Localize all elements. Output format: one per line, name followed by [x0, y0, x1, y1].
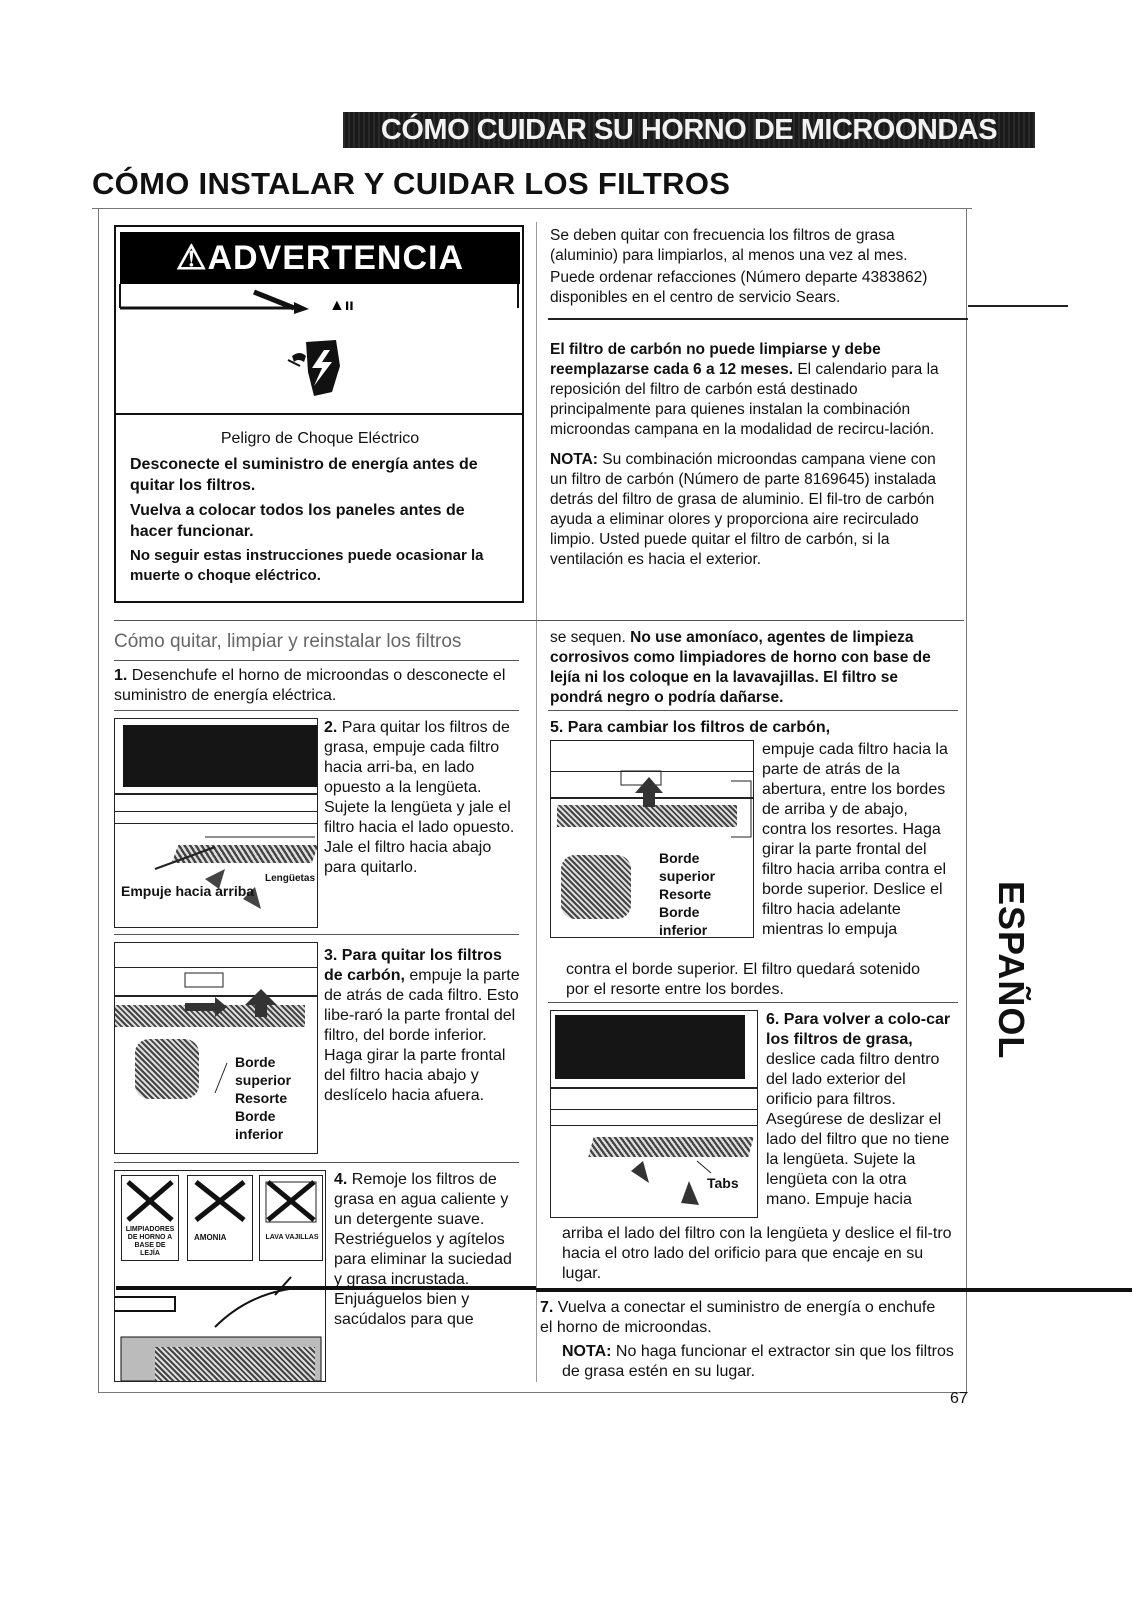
- fig3-resorte: Resorte: [235, 1090, 288, 1106]
- frame-right-line: [966, 208, 967, 1393]
- step-1-number: 1.: [114, 667, 128, 684]
- step-1-rule: [114, 710, 519, 711]
- step-5-text: empuje cada filtro hacia la parte de atrás de la abertura, entre los bordes de arriba y de abajo, contra los resortes. Haga girar la parte frontal del filtro hacia arriba contra el borde superior. Deslice el filtro hacia adelante mientras lo empuja: [762, 741, 948, 938]
- warning-line-3: No seguir estas instrucciones puede ocasionar la muerte o choque eléctrico.: [130, 547, 484, 584]
- step-6-number: 6.: [766, 1011, 780, 1028]
- parts-order-note: Puede ordenar refacciones (Número departe 4383862) disponibles en el centro de servicio Sears.: [550, 269, 928, 306]
- fig3-labels: [235, 1053, 315, 1143]
- step-4: [334, 1170, 524, 1330]
- step-5-continuation: contra el borde superior. El filtro quedará sotenido por el resorte entre los bordes.: [566, 961, 920, 998]
- warning-heading: ⚠ADVERTENCIA: [120, 232, 520, 284]
- bottom-heavy-rule-right: [536, 1288, 1132, 1292]
- fig1-push-label: Empuje hacia arriba: [121, 883, 255, 899]
- warning-separator: [114, 413, 524, 415]
- step-6-continuation: arriba el lado del filtro con la lengüeta y deslice el fil-tro hacia el otro lado del orificio para que encaje en su lugar.: [562, 1225, 952, 1282]
- nota-2-text: No haga funcionar el extractor sin que los filtros de grasa estén en su lugar.: [562, 1343, 954, 1380]
- figure-cleaning-warnings: [114, 1170, 326, 1382]
- step-6: [766, 1010, 952, 1210]
- step-2-text: Para quitar los filtros de grasa, empuje cada filtro hacia arri-ba, en lado opuesto a la lengüeta. Sujete la lengüeta y jale el filtro hacia el lado opuesto. Jale el filtro hacia abajo para quitarlo.: [324, 719, 515, 876]
- fig4-label-ammonia: AMONIA: [194, 1233, 227, 1242]
- step-5-bold: Para cambiar los filtros de carbón,: [567, 719, 831, 736]
- step-7-number: 7.: [540, 1299, 554, 1316]
- step-3-rule: [114, 1162, 519, 1163]
- step-3-number: 3.: [324, 947, 338, 964]
- step-5-number: 5.: [550, 719, 564, 736]
- step-4-warning-bold: No use amoníaco, agentes de limpieza corrosivos como limpiadores de horno con base de lejía ni los coloque en la lavavajillas. El filtro se pondrá negro o podría dañarse.: [550, 629, 931, 706]
- section-title: Cómo quitar, limpiar y reinstalar los filtros: [114, 631, 462, 652]
- step-3: [324, 946, 524, 1106]
- svg-text:▲ıı: ▲ıı: [329, 297, 354, 314]
- step-3-bold: Para quitar los filtros de carbón,: [324, 947, 502, 984]
- carbon-filter-text: El calendario para la reposición del filtro de carbón está destinado principalmente para quienes instalan la combinación microondas campana en la modalidad de recircu-lación.: [550, 361, 939, 438]
- step-2: [324, 718, 524, 878]
- intro-underline-ext: [968, 305, 1068, 307]
- warning-text: [130, 428, 510, 586]
- figure-grease-filter-replace: [550, 1010, 758, 1218]
- fig5-resorte: Resorte: [659, 886, 712, 902]
- step-4-cont-text: se sequen.: [550, 629, 626, 646]
- step-6-bold: Para volver a colo-car los filtros de grasa,: [766, 1011, 951, 1048]
- grease-filter-frequency: Se deben quitar con frecuencia los filtros de grasa (aluminio) para limpiarlos, al menos una vez al mes.: [550, 227, 908, 264]
- figure-carbon-filter-removal: [114, 942, 318, 1154]
- fig5-borde-superior: Borde superior: [659, 850, 716, 884]
- step-5-rule: [548, 1002, 958, 1003]
- warning-line-2: Vuelva a colocar todos los paneles antes de hacer funcionar.: [130, 502, 465, 540]
- language-side-tab-text: ESPAÑOL: [991, 881, 1032, 1060]
- step-4-continuation: [550, 628, 950, 708]
- section-title-rule: [114, 660, 519, 661]
- fig1-tabs-label: Lengüetas: [265, 873, 316, 884]
- nota-2: [562, 1342, 954, 1382]
- figure-carbon-filter-install: [550, 740, 754, 938]
- step-2-rule: [114, 934, 519, 935]
- figure-grease-filter-removal: [114, 718, 318, 928]
- oven-cleaner-icon: [121, 1175, 179, 1261]
- page-number: 67: [950, 1390, 968, 1407]
- step-1: [114, 666, 519, 706]
- fig3-borde-inferior: Borde inferior: [235, 1108, 284, 1142]
- step-2-number: 2.: [324, 719, 338, 736]
- nota-label: NOTA:: [550, 451, 598, 468]
- dishwasher-icon: [259, 1175, 323, 1261]
- hazard-title: Peligro de Choque Eléctrico: [220, 430, 420, 447]
- step-4-text: Remoje los filtros de grasa en agua caliente y un detergente suave. Restriéguelos y agítelos para eliminar la suciedad y grasa incrustada. Enjuáguelos bien y sacúdalos para que: [334, 1171, 512, 1328]
- page-title: CÓMO INSTALAR Y CUIDAR LOS FILTROS: [92, 166, 731, 201]
- fig3-borde-superior: Borde superior: [235, 1054, 292, 1088]
- step-5-heading: [550, 718, 950, 738]
- carbon-filter-paragraph: [550, 340, 950, 570]
- warning-line-1: Desconecte el suministro de energía antes de quitar los filtros.: [130, 456, 478, 494]
- section-rule: [114, 620, 964, 621]
- nota-2-label: NOTA:: [562, 1343, 612, 1360]
- step-6-text: deslice cada filtro dentro del lado exterior del orificio para filtros. Asegúrese de deslizar el lado del filtro que no tiene la lengüeta. Sujete la lengüeta con la otra mano. Empuje hacia: [766, 1051, 950, 1208]
- fig5-borde-inferior: Borde inferior: [659, 904, 708, 938]
- fig4-label-oven-cleaner: LIMPIADORES DE HORNO A BASE DE LEJÍA: [125, 1226, 175, 1257]
- electric-shock-icon: [286, 336, 350, 404]
- frame-top-line: [92, 208, 972, 209]
- intro-paragraph: [550, 226, 950, 308]
- step-7: [540, 1298, 952, 1338]
- step-4-cont-rule: [548, 710, 958, 711]
- step-7-text: Vuelva a conectar el suministro de energía o enchufe el horno de microondas.: [540, 1299, 936, 1336]
- warning-arrow-icon: [114, 284, 524, 324]
- step-4-number: 4.: [334, 1171, 348, 1188]
- ammonia-icon: [187, 1175, 253, 1261]
- fig5-labels: [659, 849, 739, 938]
- step-3-text: empuje la parte de atrás de cada filtro. Esto libe-raró la parte frontal del filtro, del borde inferior. Haga girar la parte frontal del filtro hacia abajo y deslícelo hacia afuera.: [324, 967, 520, 1104]
- section-banner: CÓMO CUIDAR SU HORNO DE MICROONDAS: [343, 112, 1035, 148]
- intro-underline: [548, 318, 968, 320]
- frame-left-line: [98, 208, 99, 1393]
- nota-text: Su combinación microondas campana viene con un filtro de carbón (Número de parte 8169645) instalada detrás del filtro de grasa de aluminio. El fil-tro de carbón ayuda a eliminar olores y proporciona aire recirculado limpio. Usted puede quitar el filtro de carbón, si la ventilación es hacia el exterior.: [550, 451, 937, 568]
- fig4-label-dishwasher: LAVA VAJILLAS: [265, 1234, 319, 1241]
- carbon-filter-bold: El filtro de carbón no puede limpiarse y debe reemplazarse cada 6 a 12 meses.: [550, 341, 881, 378]
- fig6-tabs-label: Tabs: [707, 1175, 739, 1191]
- column-divider: [536, 222, 537, 1382]
- frame-bottom-line: [98, 1392, 968, 1393]
- language-side-tab: [986, 880, 1036, 1060]
- step-1-text: Desenchufe el horno de microondas o desconecte el suministro de energía eléctrica.: [114, 667, 506, 704]
